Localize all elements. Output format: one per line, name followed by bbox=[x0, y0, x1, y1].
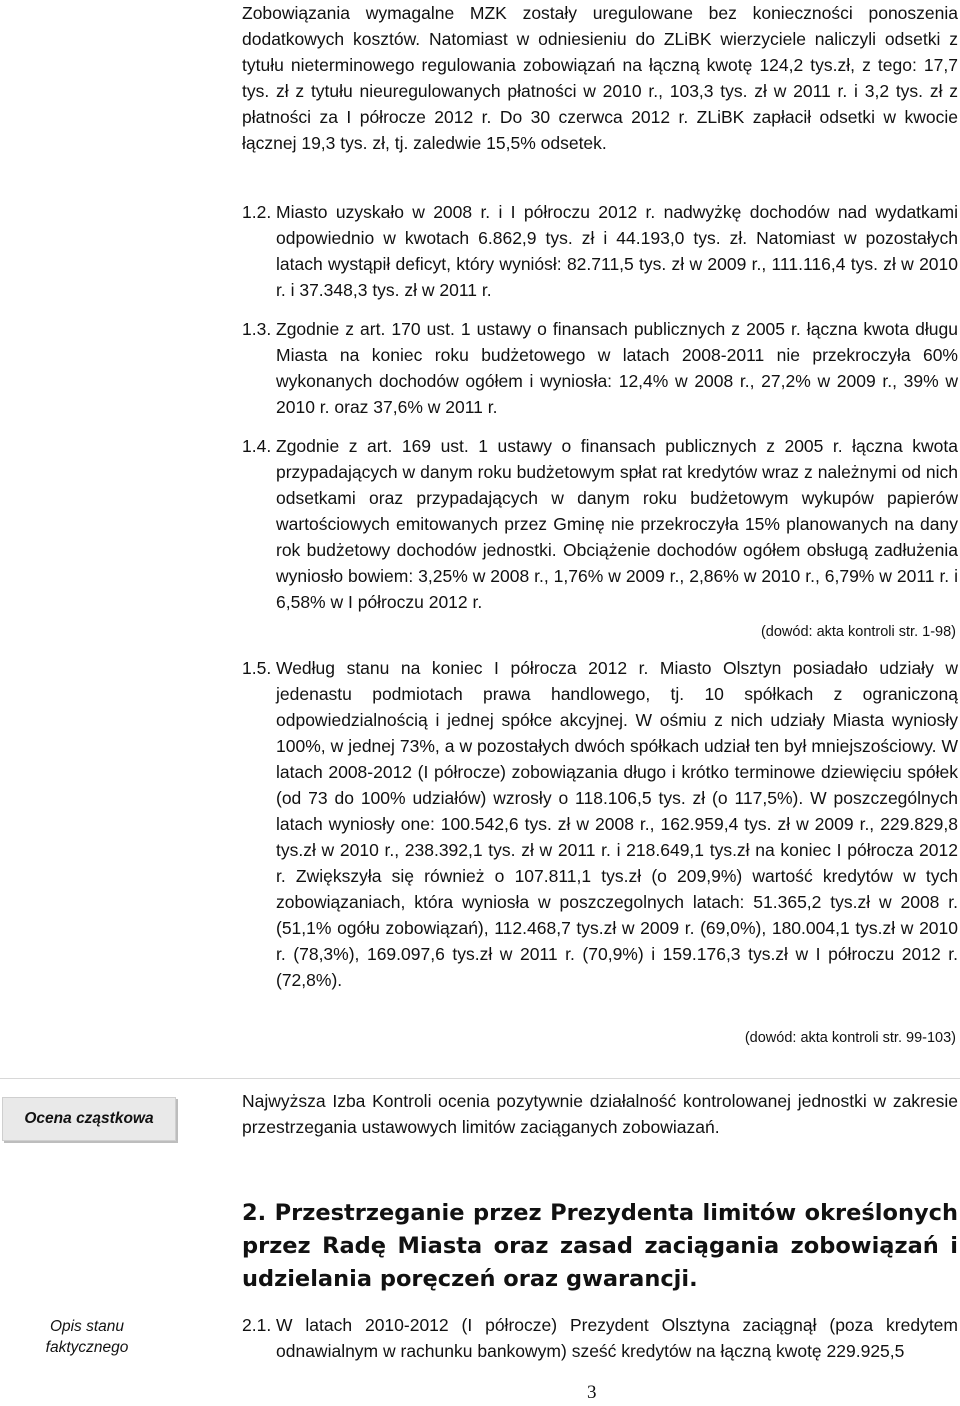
assessment-text: Najwyższa Izba Kontroli ocenia pozytywnie działalność kontrolowanej jednostki w zakresie przestrzegania ustawowych limitów zaciąganych zobowiazań. bbox=[242, 1091, 958, 1137]
divider bbox=[0, 1078, 960, 1079]
side-label bbox=[32, 1316, 142, 1358]
evidence-reference: (dowód: akta kontroli str. 1-98) bbox=[760, 624, 956, 640]
side-label-line: faktycznego bbox=[45, 1339, 129, 1356]
item-text: W latach 2010-2012 (I półrocze) Prezydent Olsztyna zaciągnął (poza kredytem odnawialnym w rachunku bankowym) sześć kredytów na łączną kwotę 229.925,5 bbox=[276, 1315, 958, 1361]
section-title: 2. Przestrzeganie przez Prezydenta limitów określonych przez Radę Miasta oraz zasad zaciągania zobowiązań i udzielania poręczeń oraz gwarancji. bbox=[242, 1200, 958, 1292]
partial-assessment-label: Ocena cząstkowa bbox=[2, 1097, 176, 1141]
page-number: 3 bbox=[587, 1382, 597, 1403]
item-text: Zgodnie z art. 170 ust. 1 ustawy o finansach publicznych z 2005 r. łączna kwota długu Miasta na koniec roku budżetowego w latach 2008-2011 nie przekroczyła 60% wykonanych dochodów ogółem i wyniosła: 12,4% w 2008 r., 27,2% w 2009 r., 39% w 2010 r. oraz 37,6% w 2011 r. bbox=[276, 319, 958, 417]
list-item bbox=[242, 316, 958, 420]
list-item bbox=[242, 199, 958, 303]
list-item bbox=[242, 655, 958, 993]
item-number: 1.4. bbox=[242, 436, 272, 456]
evidence-reference: (dowód: akta kontroli str. 99-103) bbox=[744, 1030, 956, 1046]
item-number: 1.2. bbox=[242, 202, 272, 222]
top-paragraph: Zobowiązania wymagalne MZK zostały uregulowane bez konieczności ponoszenia dodatkowych kosztów. Natomiast w odniesieniu do ZLiBK wierzyciele naliczyli odsetki z tytułu nieterminowego regulowania zobowiązań na łączną kwotę 124,2 tys.zł, z tego: 17,7 tys. zł z tytułu nieuregulowanych płatności w 2010 r., 103,3 tys. zł w 2011 r. i 3,2 tys. zł z płatności za I półrocze 2012 r. Do 30 czerwca 2012 r. ZLiBK zapłacił odsetki w kwocie łącznej 19,3 tys. zł, tj. zaledwie 15,5% odsetek. bbox=[242, 3, 958, 153]
list-item bbox=[242, 433, 958, 615]
item-text: Miasto uzyskało w 2008 r. i I półroczu 2012 r. nadwyżkę dochodów nad wydatkami odpowiednio w kwotach 6.862,9 tys. zł i 44.193,0 tys. zł. Natomiast w pozostałych latach wystąpił deficyt, który wyniósł: 82.711,5 tys. zł w 2009 r., 111.116,4 tys. zł w 2010 r. i 37.348,3 tys. zł w 2011 r. bbox=[276, 202, 958, 300]
item-text: Według stanu na koniec I półrocza 2012 r. Miasto Olsztyn posiadało udziały w jedenastu podmiotach prawa handlowego, tj. 10 spółkach z ograniczoną odpowiedzialnością i jednej spółce akcyjnej. W ośmiu z nich udziały Miasta wyniosły 100%, w jednej 73%, a w pozostałych dwóch spółkach udział ten był mniejszościowy. W latach 2008-2012 (I półrocze) zobowiązania długo i krótko terminowe dziewięciu spółek (od 73 do 100% udziałów) wzrosły o 118.106,5 tys. zł (o 117,5%). W poszczególnych latach wyniosły one: 100.542,6 tys. zł w 2008 r., 162.959,4 tys. zł w 2009 r., 229.829,8 tys.zł w 2010 r., 238.392,1 tys. zł w 2011 r. i 218.649,1 tys.zł na koniec I półrocza 2012 r. Zwiększyła się również o 107.811,1 tys.zł (o 209,9%) wartość kredytów w tych zobowiązaniach, która wyniosła w poszczegolnych latach: 51.365,2 tys.zł w 2008 r. (51,1% ogółu zobowiązań), 112.468,7 tys.zł w 2009 r. (69,0%), 180.004,1 tys.zł w 2010 r. (78,3%), 169.097,6 tys.zł w 2011 r. (70,9%) i 159.176,3 tys.zł w I półroczu 2012 r. (72,8%). bbox=[276, 658, 958, 990]
side-label-line: Opis stanu bbox=[49, 1318, 125, 1335]
list-item bbox=[242, 1312, 958, 1364]
item-number: 1.5. bbox=[242, 658, 272, 678]
item-text: Zgodnie z art. 169 ust. 1 ustawy o finansach publicznych z 2005 r. łączna kwota przypadających w danym roku budżetowym spłat rat kredytów wraz z należnymi od nich odsetkami oraz przypadających w danym roku budżetowym wykupów papierów wartościowych emitowanych przez Gminę nie przekroczyła 15% planowanych na dany rok budżetowy dochodów jednostki. Obciążenie dochodów ogółem obsługą zadłużenia wyniosło bowiem: 3,25% w 2008 r., 1,76% w 2009 r., 2,86% w 2010 r., 6,79% w 2011 r. i 6,58% w I półroczu 2012 r. bbox=[276, 436, 958, 612]
item-number: 2.1. bbox=[242, 1315, 272, 1335]
item-number: 1.3. bbox=[242, 319, 272, 339]
